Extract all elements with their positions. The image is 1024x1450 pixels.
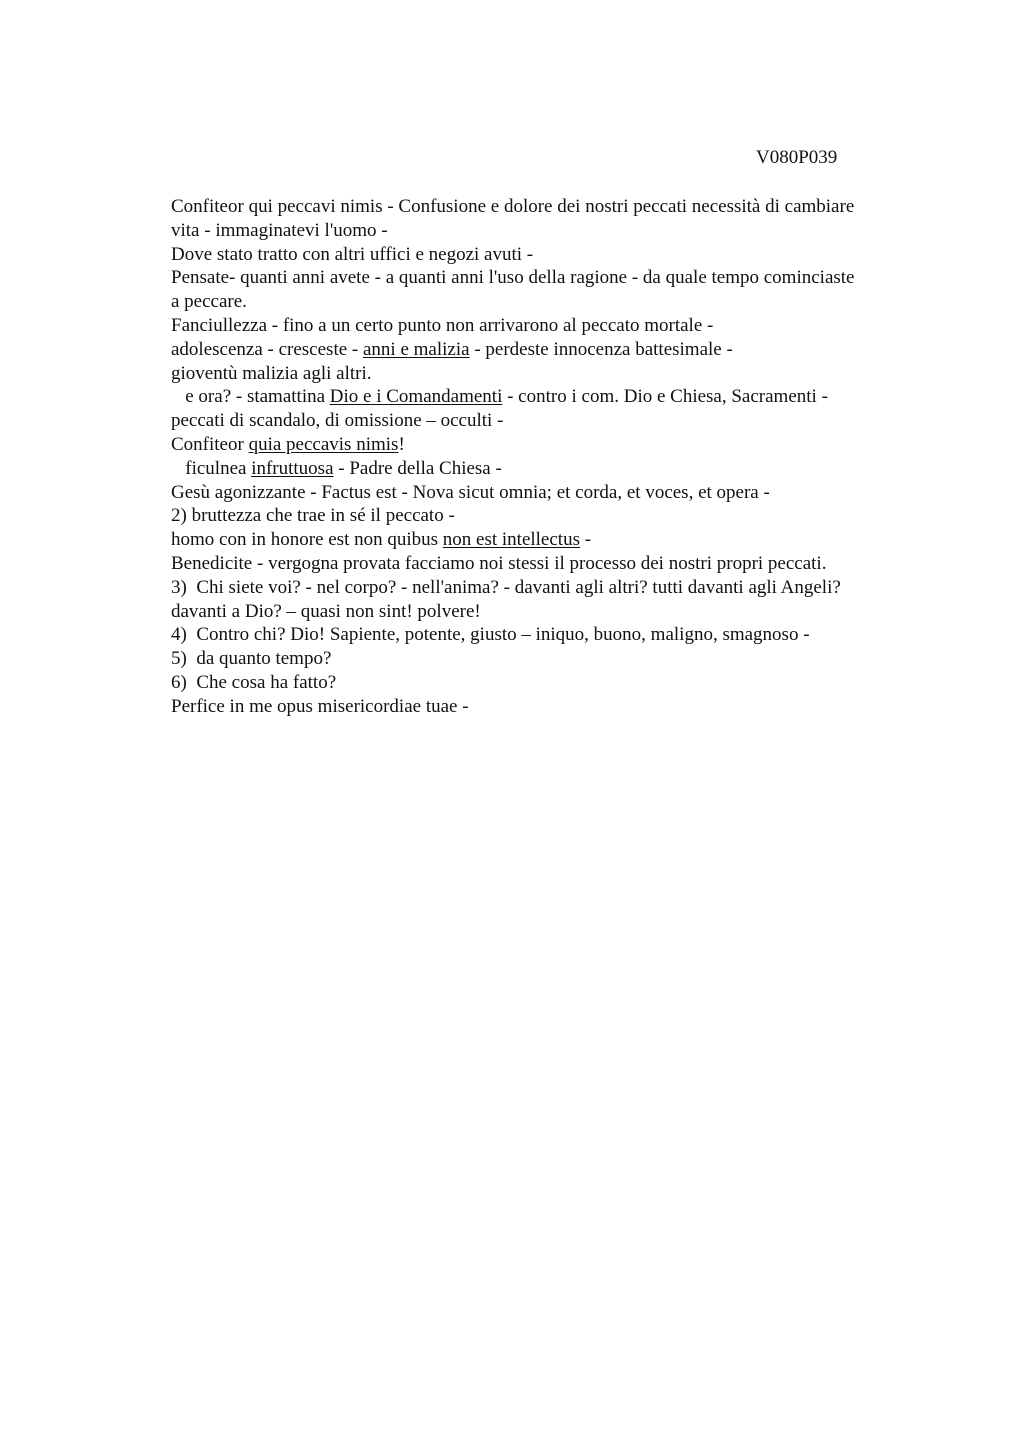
text-line [171,409,931,433]
text-segment: Pensate- quanti anni avete - a quanti anni l'uso della ragione - da quale tempo cominciaste [171,267,855,289]
text-line [171,623,931,647]
text-line [171,195,931,219]
text-line [171,600,931,624]
text-segment: - Padre della Chiesa - [333,457,502,479]
text-segment: Fanciullezza - fino a un certo punto non arrivarono al peccato mortale - [171,314,714,336]
text-line [171,671,931,695]
underlined-text: non est intellectus [442,529,580,551]
text-line [171,528,931,552]
text-line [171,338,931,362]
text-line [171,576,931,600]
text-segment: ! [398,433,405,455]
text-line [171,457,931,481]
text-line [171,385,931,409]
text-segment: e ora? - stamattina [171,386,330,408]
text-line [171,219,931,243]
text-segment: Perfice in me opus misericordiae tuae - [171,695,469,717]
text-line [171,647,931,671]
underlined-text: Dio e i Comandamenti [329,386,503,408]
text-segment: homo con in honore est non quibus [171,529,443,551]
text-segment: - [579,529,592,551]
text-segment: adolescenza - cresceste - [171,338,363,360]
text-segment: Confiteor qui peccavi nimis - Confusione e dolore dei nostri peccati necessità di cambiare [171,196,855,217]
text-segment: 6) Che cosa ha fatto? [171,671,337,693]
text-line [171,314,931,338]
text-segment: 3) Chi siete voi? - nel corpo? - nell'anima? - davanti agli altri? tutti davanti agli Angeli? [171,576,841,598]
text-segment: davanti a Dio? – quasi non sint! polvere! [171,600,481,622]
underlined-text: anni e malizia [363,338,470,360]
text-segment: - perdeste innocenza battesimale - [469,338,733,360]
text-line [171,552,931,576]
text-segment: Gesù agonizzante - Factus est - Nova sicut omnia; et corda, et voces, et opera - [171,481,770,503]
text-line [171,290,931,314]
text-segment: peccati di scandalo, di omissione – occulti - [171,410,504,432]
text-segment: Confiteor [171,433,249,455]
text-segment: vita - immaginatevi l'uomo - [171,219,388,241]
text-line [171,362,931,386]
underlined-text: infruttuosa [251,457,334,479]
text-segment: - contro i com. Dio e Chiesa, Sacramenti - [502,386,828,408]
text-line [171,481,931,505]
text-line [171,433,931,457]
page-id: V080P039 [756,147,838,168]
text-line [171,266,931,290]
text-segment: 5) da quanto tempo? [171,648,332,670]
document-body [171,195,931,719]
text-segment: gioventù malizia agli altri. [171,362,372,384]
text-line [171,695,931,719]
text-line [171,504,931,528]
text-segment: ficulnea [171,457,252,479]
text-segment: 4) Contro chi? Dio! Sapiente, potente, giusto – iniquo, buono, maligno, smagnoso - [171,624,810,646]
underlined-text: quia peccavis nimis [248,433,399,455]
text-segment: a peccare. [171,291,247,313]
text-segment: 2) bruttezza che trae in sé il peccato - [171,505,455,527]
text-line [171,243,931,267]
text-segment: Benedicite - vergogna provata facciamo noi stessi il processo dei nostri propri peccati. [171,552,827,574]
text-segment: Dove stato tratto con altri uffici e negozi avuti - [171,243,534,265]
